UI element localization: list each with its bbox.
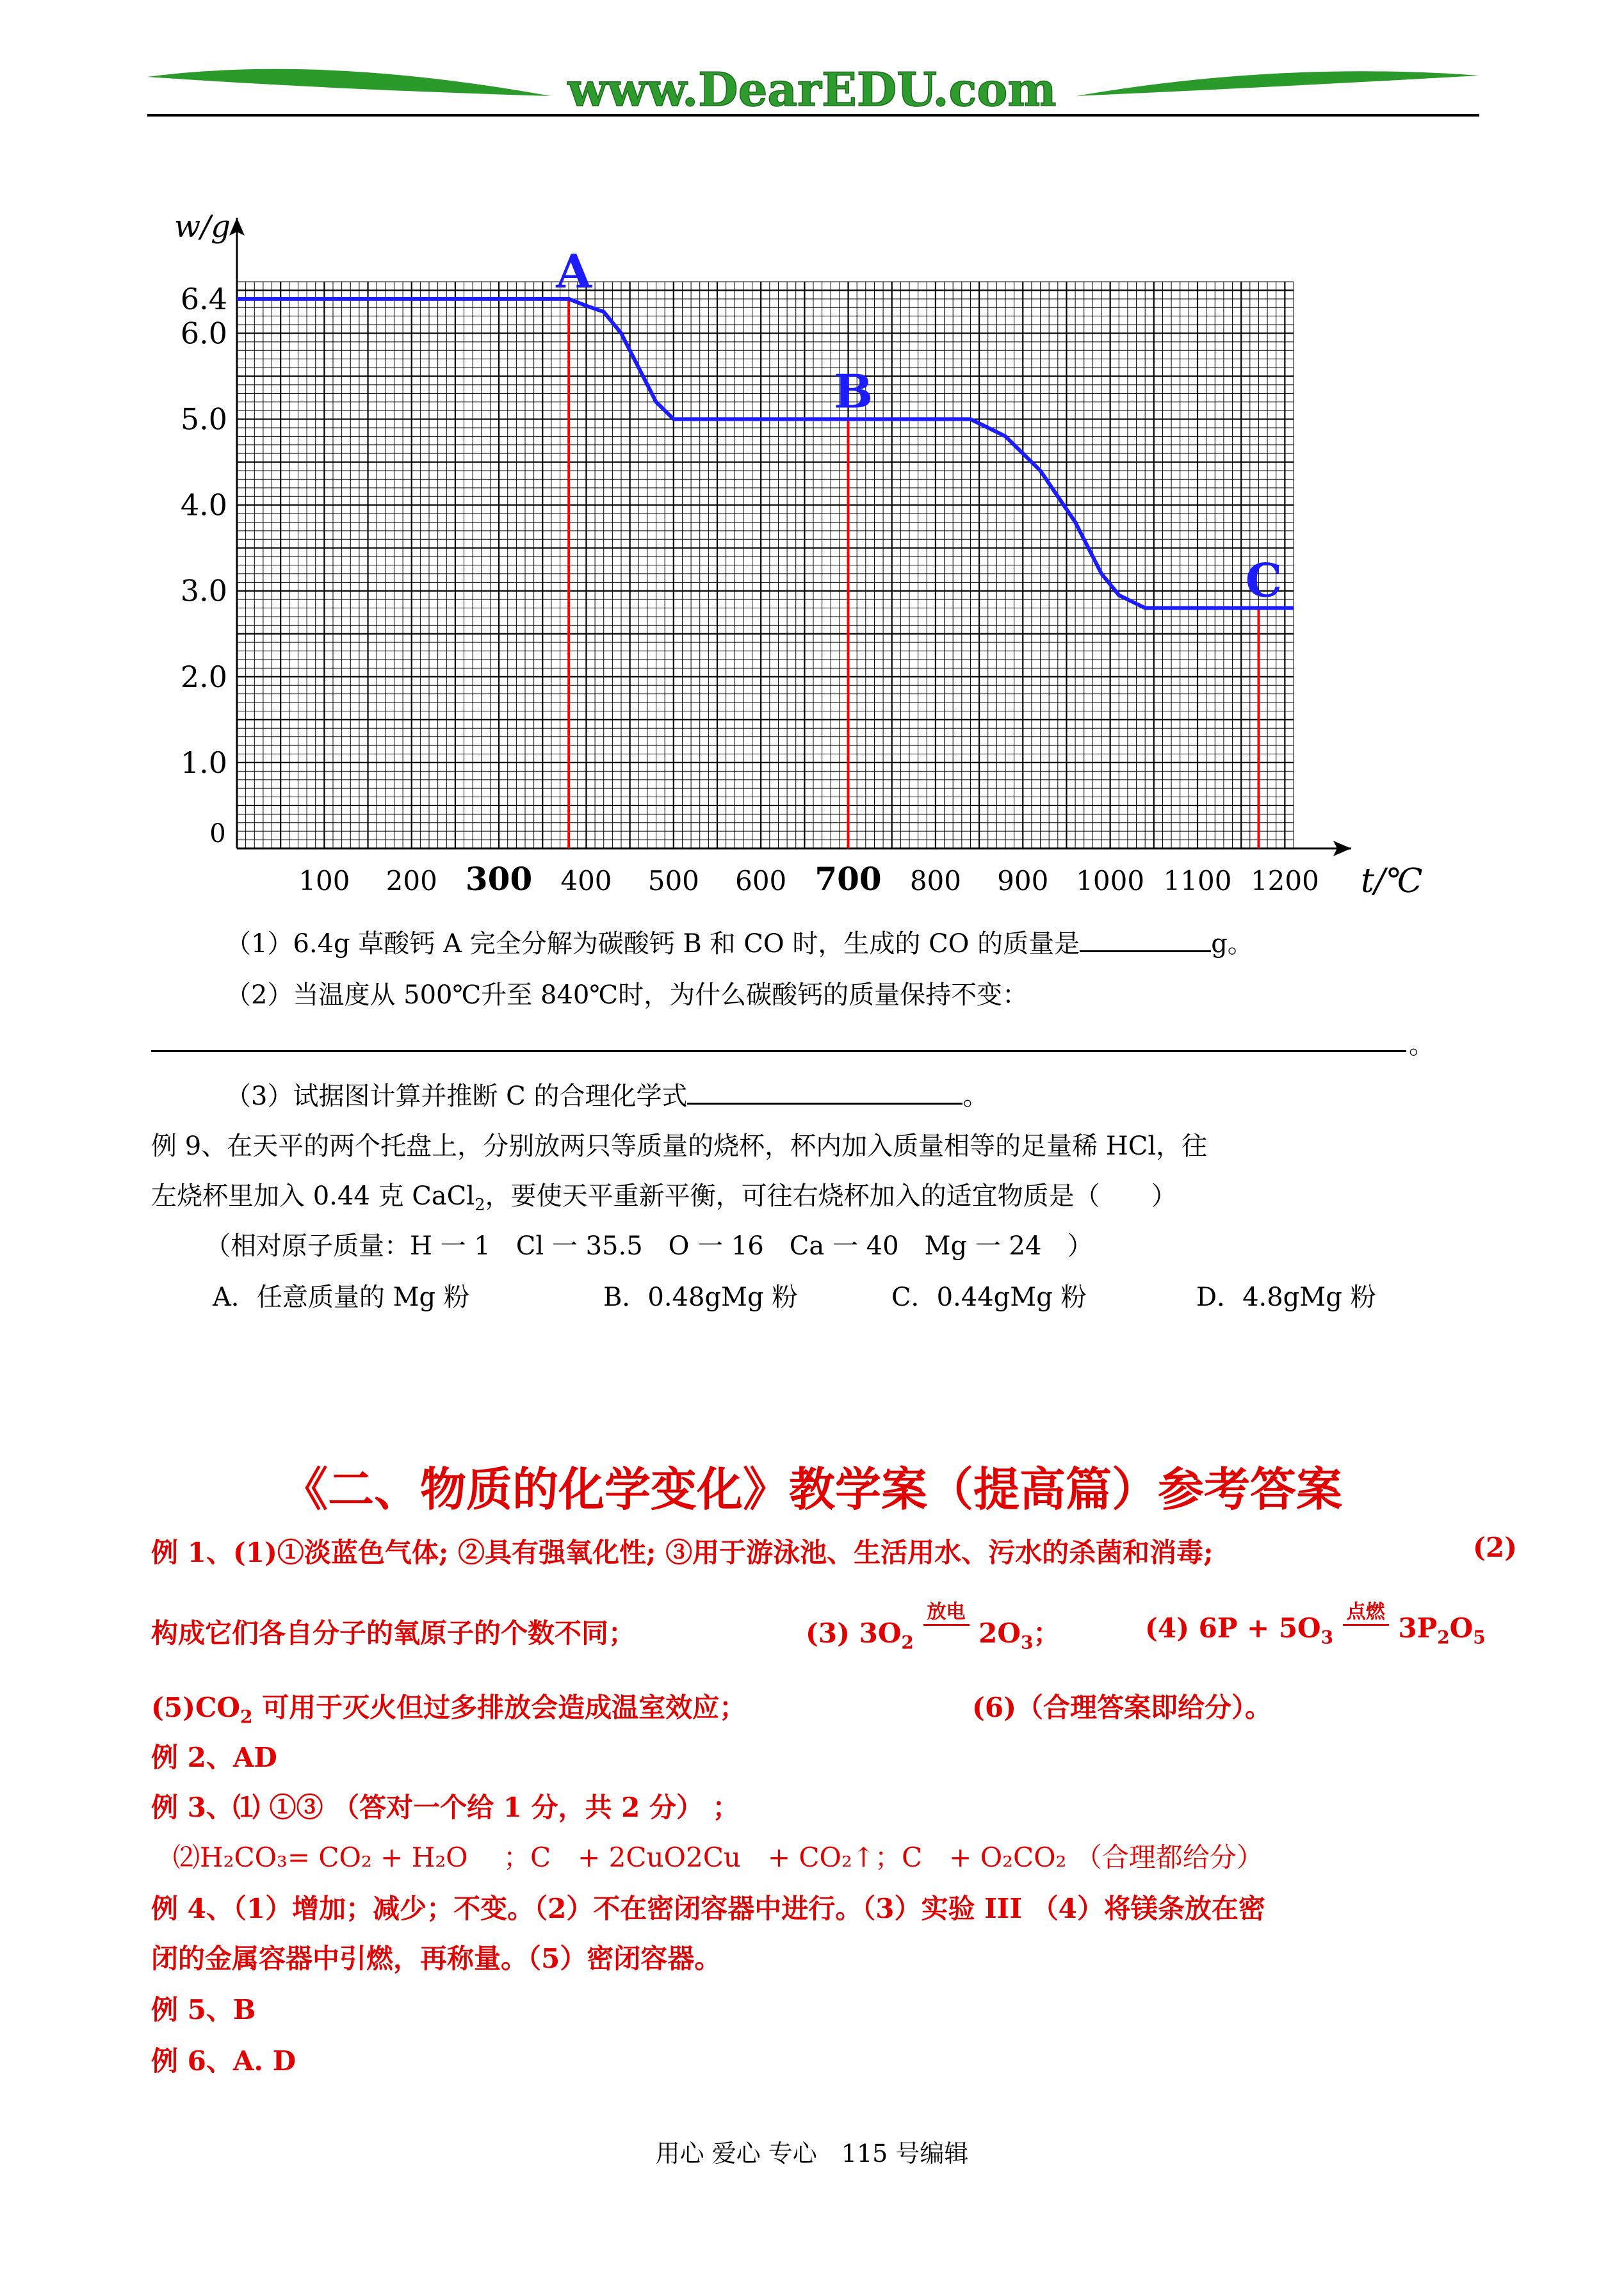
chart-tick-labels	[174, 209, 1423, 900]
marker-label-a: A	[556, 243, 592, 298]
example-9-line2	[151, 1176, 1177, 1215]
question-3	[225, 1076, 988, 1112]
x-tick-label: 300	[465, 860, 533, 898]
x-tick-label: 900	[997, 865, 1049, 896]
marker-label-b: B	[834, 364, 873, 419]
answer-3-line2: ⑵H₂CO₃= CO₂ + H₂O ；C + 2CuO2Cu + CO₂↑；C + O₂CO₂ （合理都给分）	[173, 1842, 1263, 1873]
chart-markers	[555, 244, 1282, 848]
x-tick-label: 400	[560, 865, 612, 896]
option-b[interactable]: B．0.48gMg 粉	[603, 1283, 798, 1312]
question-1	[225, 923, 1253, 960]
site-logo-text: www.DearEDU.com	[567, 62, 1057, 117]
y-tick-label: 6.0	[180, 316, 227, 351]
option-a[interactable]: A．任意质量的 Mg 粉	[213, 1283, 469, 1312]
subscript: 3	[1020, 1632, 1034, 1653]
answer-1-line1-end: (2)	[1473, 1532, 1517, 1563]
option-d[interactable]: D．4.8gMg 粉	[1196, 1283, 1376, 1312]
marker-label-c: C	[1245, 553, 1283, 608]
eq3-left: (3) 3O	[806, 1618, 902, 1649]
answer-1-line3	[151, 1687, 746, 1727]
subscript: 2	[240, 1706, 253, 1728]
answer-blank-3[interactable]	[687, 1080, 962, 1105]
subscript: 3	[1320, 1626, 1334, 1648]
x-tick-label: 1100	[1163, 865, 1232, 896]
question-3-end: 。	[962, 1082, 989, 1111]
x-axis-label: t/℃	[1361, 862, 1423, 900]
a1-line3-a: (5)CO	[151, 1692, 240, 1723]
question-1-text: （1）6.4g 草酸钙 A 完全分解为碳酸钙 B 和 CO 时，生成的 CO 的质量是	[225, 929, 1080, 959]
answer-2: 例 2、AD	[151, 1742, 277, 1773]
eq3-condition	[923, 1596, 970, 1626]
x-tick-label: 600	[735, 865, 787, 896]
subscript: 5	[1473, 1626, 1486, 1648]
decomposition-chart	[141, 205, 1447, 909]
leaf-right-icon	[1076, 71, 1479, 96]
equation-4	[1145, 1601, 1486, 1648]
answer-1-line3-c: (6)（合理答案即给分）。	[972, 1692, 1272, 1723]
subscript: 2	[901, 1632, 914, 1653]
x-tick-label: 500	[647, 865, 699, 896]
y-tick-label: 5.0	[180, 401, 227, 437]
x-tick-label: 700	[815, 860, 882, 898]
eq4-right2: O	[1449, 1612, 1474, 1644]
question-3-text: （3）试据图计算并推断 C 的合理化学式	[225, 1082, 688, 1111]
x-tick-label: 800	[909, 865, 961, 896]
page-footer: 用心 爱心 专心 115 号编辑	[655, 2139, 969, 2168]
answer-1-line1: 例 1、(1)①淡蓝色气体; ②具有强氧化性; ③用于游泳池、生活用水、污水的杀菌和消毒;	[151, 1537, 1214, 1568]
eq4-cond-text: 点燃	[1343, 1596, 1389, 1626]
y-tick-label: 6.4	[180, 281, 227, 316]
answer-3-line1: 例 3、⑴ ①③ （答对一个给 1 分，共 2 分） ；	[151, 1792, 740, 1823]
x-tick-label: 1000	[1076, 865, 1145, 896]
equation-3	[806, 1601, 1060, 1653]
question-1-unit: g。	[1211, 929, 1253, 959]
x-tick-label: 100	[298, 865, 350, 896]
y-tick-label: 1.0	[180, 745, 227, 780]
answer-4-line1: 例 4、（1）增加；减少；不变。（2）不在密闭容器中进行。（3）实验 III （4）将镁条放在密	[151, 1893, 1265, 1924]
y-tick-label: 4.0	[180, 487, 227, 523]
chart-grid	[237, 282, 1294, 848]
leaf-left-icon	[147, 69, 551, 96]
answer-1-line2: 构成它们各自分子的氧原子的个数不同；	[151, 1618, 636, 1649]
eq4-right: 3P	[1398, 1612, 1438, 1644]
subscript: 2	[475, 1196, 485, 1215]
answer-blank-2[interactable]	[151, 1050, 1406, 1052]
eq3-cond-text: 放电	[923, 1596, 970, 1626]
site-header-banner	[0, 0, 1624, 128]
y-tick-label: 2.0	[180, 659, 227, 694]
eq3-end: ；	[1033, 1618, 1060, 1649]
origin-label: 0	[209, 819, 226, 848]
answer-6: 例 6、A. D	[151, 2045, 296, 2077]
eq3-right: 2O	[978, 1618, 1021, 1649]
example-9-line1: 例 9、在天平的两个托盘上，分别放两只等质量的烧杯，杯内加入质量相等的足量稀 HCl，往	[151, 1131, 1208, 1161]
example-9-line2-b: ，要使天平重新平衡，可往右烧杯加入的适宜物质是（ ）	[485, 1181, 1177, 1211]
eq4-condition	[1343, 1596, 1389, 1626]
eq4-left: (4) 6P + 5O	[1145, 1612, 1321, 1644]
x-tick-label: 1200	[1250, 865, 1319, 896]
example-9-line2-a: 左烧杯里加入 0.44 克 CaCl	[151, 1181, 475, 1211]
x-tick-label: 200	[386, 865, 437, 896]
answers-title: 《二、物质的化学变化》教学案（提高篇）参考答案	[281, 1463, 1342, 1516]
example-9-line3: （相对原子质量：H 一 1 Cl 一 35.5 O 一 16 Ca 一 40 Mg 一 24 ）	[205, 1231, 1093, 1261]
a1-line3-b: 可用于灭火但过多排放会造成温室效应；	[252, 1692, 747, 1723]
answer-5: 例 5、B	[151, 1994, 256, 2025]
option-c[interactable]: C．0.44gMg 粉	[891, 1283, 1087, 1312]
answer-blank-1[interactable]	[1080, 927, 1211, 952]
question-2: （2）当温度从 500℃升至 840℃时，为什么碳酸钙的质量保持不变：	[225, 980, 1028, 1010]
y-tick-label: 3.0	[180, 573, 227, 608]
answer-4-line2: 闭的金属容器中引燃，再称量。（5）密闭容器。	[151, 1943, 722, 1974]
y-axis-label: w/g	[174, 209, 231, 245]
question-2-end: 。	[1409, 1030, 1434, 1060]
subscript: 2	[1437, 1626, 1450, 1648]
chart-axes	[229, 218, 1351, 856]
